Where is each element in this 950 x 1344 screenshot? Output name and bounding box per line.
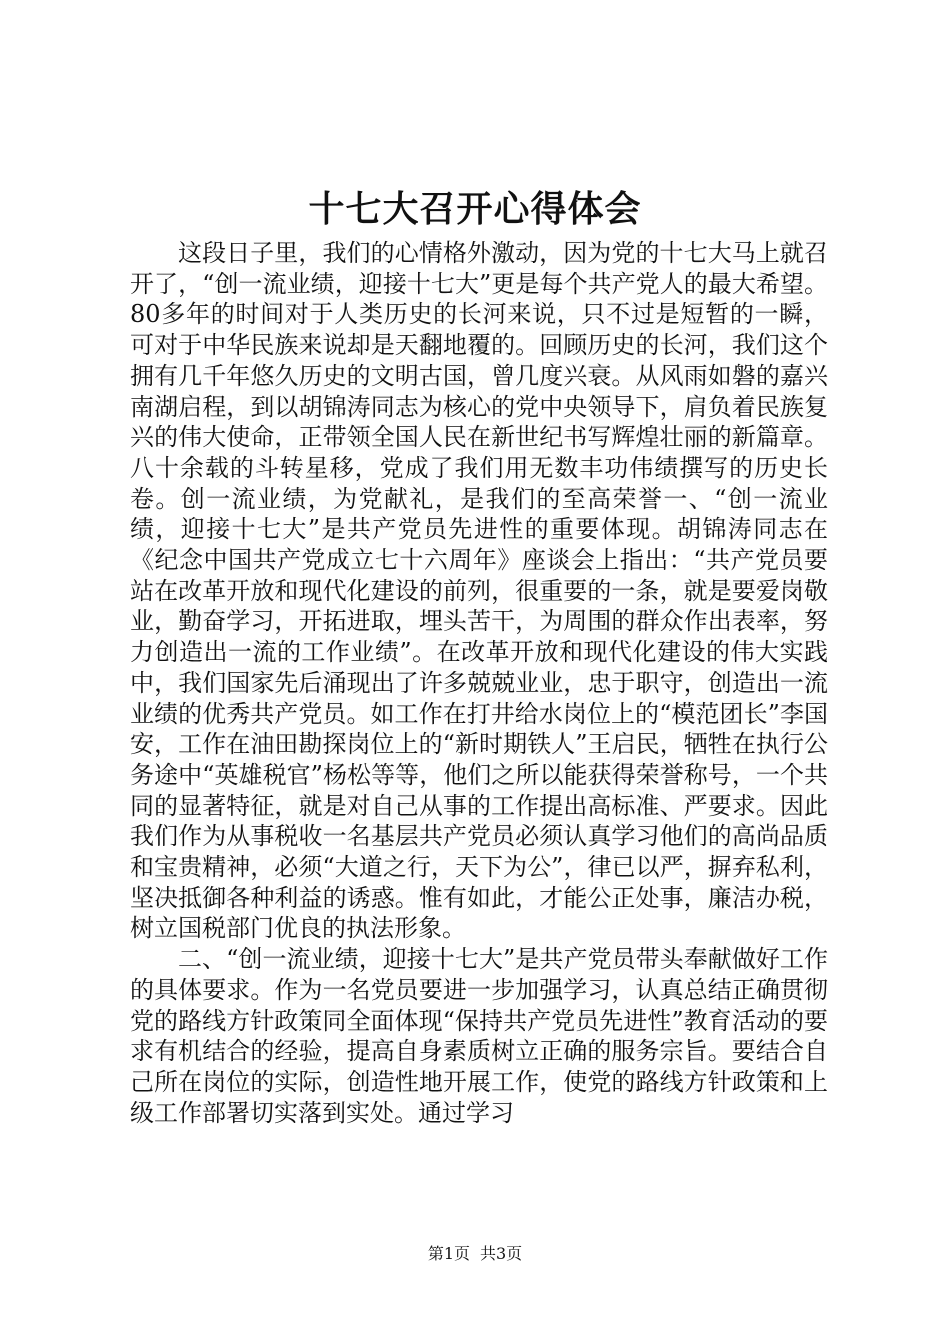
page-footer [0, 1244, 950, 1264]
page-number: 第1页 [427, 1244, 470, 1263]
page-title: 十七大召开心得体会 [308, 189, 642, 230]
page-total: 共3页 [480, 1244, 523, 1263]
paragraph-2: 二、“创一流业绩，迎接十七大”是共产党员带头奉献做好工作的具体要求。作为一名党员要进一步加强学习，认真总结正确贯彻党的路线方针政策同全面体现“保持共产党员先进性”教育活动的要求有机结合的经验，提高自身素质树立正确的服务宗旨。要结合自己所在岗位的实际，创造性地开展工作，使党的路线方针政策和上级工作部署切实落到实处。通过学习 [130, 945, 828, 1127]
document-body [130, 238, 828, 1128]
paragraph-1: 这段日子里，我们的心情格外激动，因为党的十七大马上就召开了，“创一流业绩，迎接十七大”更是每个共产党人的最大希望。80多年的时间对于人类历史的长河来说，只不过是短暂的一瞬，可对于中华民族来说却是天翻地覆的。回顾历史的长河，我们这个拥有几千年悠久历史的文明古国，曾几度兴衰。从风雨如磐的嘉兴南湖启程，到以胡锦涛同志为核心的党中央领导下，肩负着民族复兴的伟大使命，正带领全国人民在新世纪书写辉煌壮丽的新篇章。八十余载的斗转星移，党成了我们用无数丰功伟绩撰写的历史长卷。创一流业绩，为党献礼，是我们的至高荣誉一、“创一流业绩，迎接十七大”是共产党员先进性的重要体现。胡锦涛同志在《纪念中国共产党成立七十六周年》座谈会上指出：“共产党员要站在改革开放和现代化建设的前列，很重要的一条，就是要爱岗敬业，勤奋学习，开拓进取，埋头苦干，为周围的群众作出表率，努力创造出一流的工作业绩”。在改革开放和现代化建设的伟大实践中，我们国家先后涌现出了许多兢兢业业，忠于职守，创造出一流业绩的优秀共产党员。如工作在打井给水岗位上的“模范团长”李国安，工作在油田勘探岗位上的“新时期铁人”王启民，牺牲在执行公务途中“英雄税官”杨松等等，他们之所以能获得荣誉称号，一个共同的显著特征，就是对自己从事的工作提出高标准、严要求。因此我们作为从事税收一名基层共产党员必须认真学习他们的高尚品质和宝贵精神，必须“大道之行，天下为公”，律已以严，摒弃私利，坚决抵御各种利益的诱惑。惟有如此，才能公正处事，廉洁办税，树立国税部门优良的执法形象。 [130, 239, 828, 943]
